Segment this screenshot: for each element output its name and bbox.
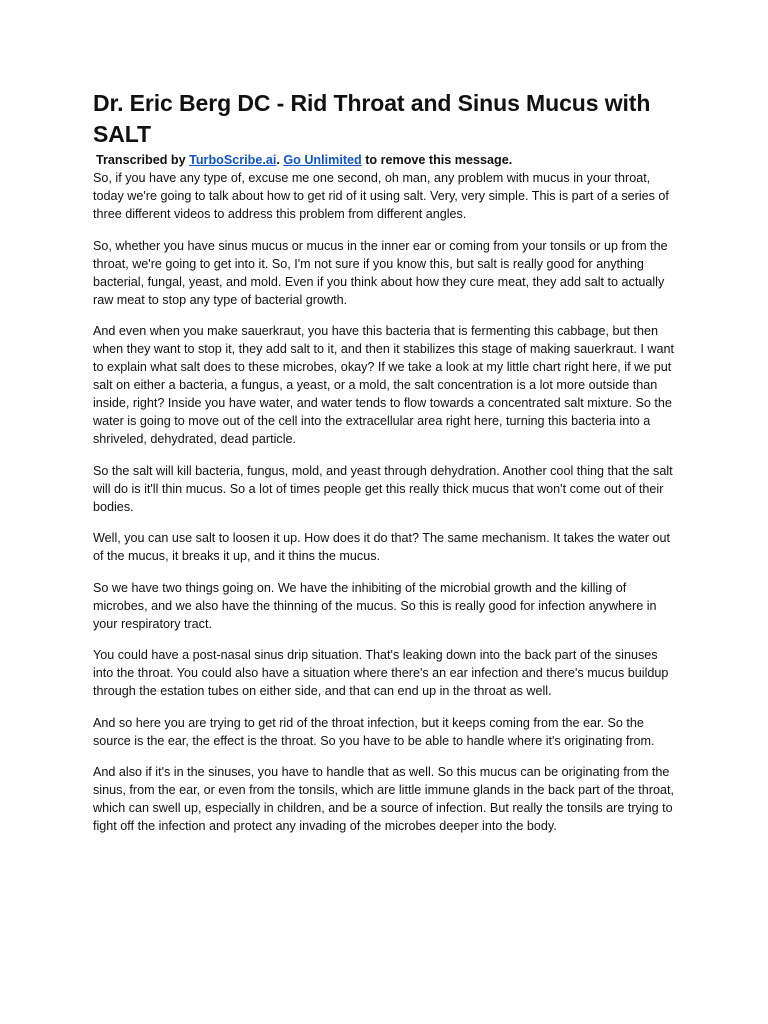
go-unlimited-link[interactable]: Go Unlimited <box>283 153 362 167</box>
paragraph-7: You could have a post-nasal sinus drip situation. That's leaking down into the back part of the sinuses into the throat. You could also have a situation where there's an ear infection and there's mucus buildup through the estation tubes on either side, and that can end up in the throat as well. <box>93 648 669 698</box>
turboscribe-link[interactable]: TurboScribe.ai <box>189 153 277 167</box>
paragraph-1: So, if you have any type of, excuse me one second, oh man, any problem with mucus in your throat, today we're going to talk about how to get rid of it using salt. Very, very simple. This is part of a series of three different videos to address this problem from different angles. <box>93 171 669 221</box>
transcription-banner <box>96 152 677 169</box>
document-title: Dr. Eric Berg DC - Rid Throat and Sinus Mucus with SALT <box>93 90 651 147</box>
paragraph-4: So the salt will kill bacteria, fungus, mold, and yeast through dehydration. Another cool thing that the salt will do is it'll thin mucus. So a lot of times people get this really thick mucus that won't come out of their bodies. <box>93 463 673 514</box>
paragraph-5: Well, you can use salt to loosen it up. How does it do that? The same mechanism. It takes the water out of the mucus, it breaks it up, and it thins the mucus. <box>93 531 671 563</box>
paragraph-6: So we have two things going on. We have the inhibiting of the microbial growth and the killing of microbes, and we also have the thinning of the mucus. So this is really good for infection anywhere in your respiratory tract. <box>93 580 657 631</box>
paragraph-8: And so here you are trying to get rid of the throat infection, but it keeps coming from the ear. So the source is the ear, the effect is the throat. So you have to be able to handle where it's originating from. <box>93 715 655 748</box>
paragraph-2: So, whether you have sinus mucus or mucus in the inner ear or coming from your tonsils or up from the throat, we're going to get into it. So, I'm not sure if you know this, but salt is really good for anything bacterial, fungal, yeast, and mold. Even if you think about how they cure meat, they add salt to actually raw meat to stop any type of bacterial growth. <box>93 238 668 307</box>
document-page <box>93 88 677 849</box>
banner-suffix: to remove this message. <box>361 153 513 167</box>
banner-separator: . <box>276 153 284 167</box>
banner-prefix: Transcribed by <box>96 153 190 167</box>
paragraph-3: And even when you make sauerkraut, you have this bacteria that is fermenting this cabbage, but then when they want to stop it, they add salt to it, and then it stabilizes this stage of making sauerkraut. I want to explain what salt does to these microbes, okay? If we take a look at my little chart right here, if we put salt on either a bacteria, a fungus, a yeast, or a mold, the salt concentration is a lot more outside than inside, right? Inside you have water, and water tends to flow towards a concentrated salt mixture. So the water is going to move out of the cell into the extracellular area right here, turning this bacteria into a shriveled, dehydrated, dead particle. <box>93 324 675 446</box>
paragraph-9: And also if it's in the sinuses, you have to handle that as well. So this mucus can be originating from the sinus, from the ear, or even from the tonsils, which are little immune glands in the back part of the throat, which can swell up, especially in children, and be a source of infection. But really the tonsils are trying to fight off the infection and protect any invading of the microbes deeper into the body. <box>93 765 674 833</box>
